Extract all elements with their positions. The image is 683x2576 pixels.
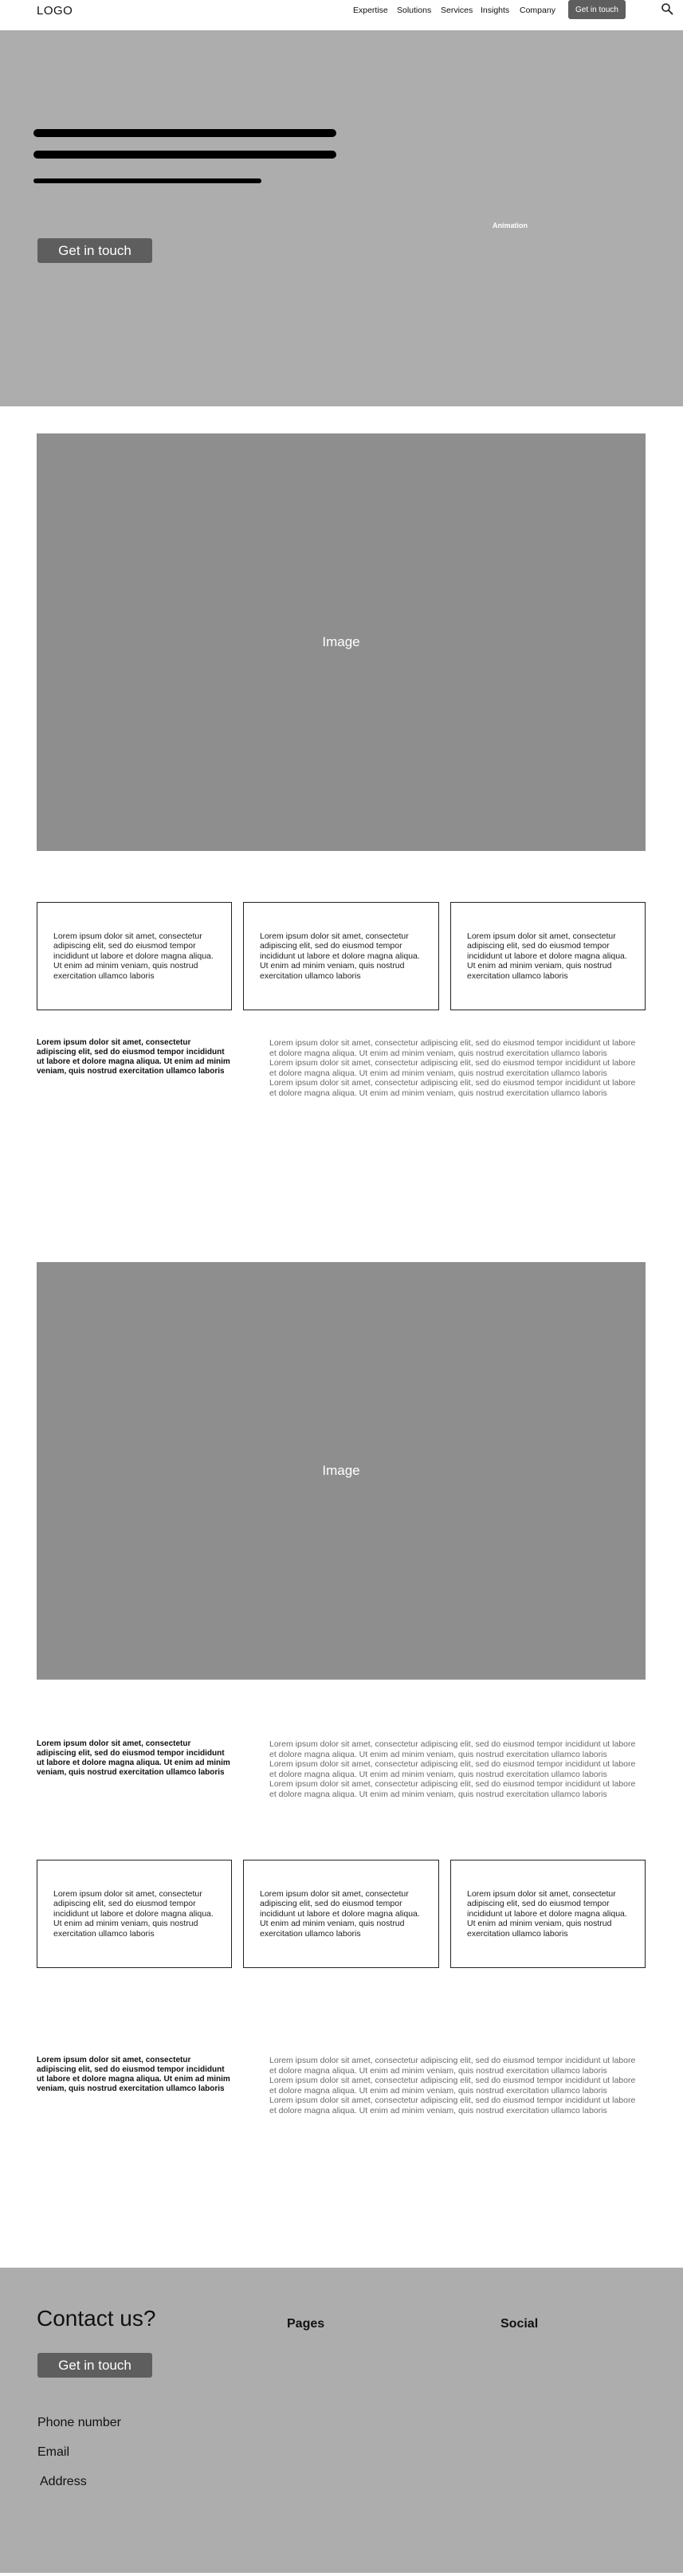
nav-expertise[interactable]: Expertise	[353, 6, 388, 15]
footer-address: Address	[40, 2475, 87, 2488]
site-header	[0, 0, 683, 30]
footer-pages-heading: Pages	[287, 2317, 325, 2331]
text-block-right	[269, 2056, 644, 2115]
paragraph: Lorem ipsum dolor sit amet, consectetur adipiscing elit, sed do eiusmod tempor incididunt ut labore et dolore magna aliqua. Ut enim ad minim veniam, quis nostrud exercitation ullamco laboris	[269, 1739, 636, 1759]
footer-get-in-touch-button[interactable]: Get in touch	[37, 2353, 152, 2378]
card-text: Lorem ipsum dolor sit amet, consectetur adipiscing elit, sed do eiusmod tempor incididunt ut labore et dolore magna aliqua. Ut enim ad minim veniam, quis nostrud exercitation ullamco laboris	[260, 931, 420, 981]
image-placeholder	[37, 1262, 646, 1680]
paragraph: Lorem ipsum dolor sit amet, consectetur adipiscing elit, sed do eiusmod tempor incididunt ut labore et dolore magna aliqua. Ut enim ad minim veniam, quis nostrud exercitation ullamco laboris	[269, 1078, 636, 1098]
footer-phone[interactable]: Phone number	[37, 2416, 121, 2429]
footer-social-heading: Social	[500, 2317, 539, 2331]
nav-company[interactable]: Company	[520, 6, 555, 15]
card-text: Lorem ipsum dolor sit amet, consectetur adipiscing elit, sed do eiusmod tempor incididunt ut labore et dolore magna aliqua. Ut enim ad minim veniam, quis nostrud exercitation ullamco laboris	[467, 931, 627, 981]
image-placeholder	[37, 433, 646, 851]
card	[450, 1860, 646, 1968]
nav-solutions[interactable]: Solutions	[397, 6, 432, 15]
card-text: Lorem ipsum dolor sit amet, consectetur adipiscing elit, sed do eiusmod tempor incididunt ut labore et dolore magna aliqua. Ut enim ad minim veniam, quis nostrud exercitation ullamco laboris	[467, 1888, 627, 1939]
hero-get-in-touch-button[interactable]: Get in touch	[37, 238, 152, 263]
footer-email[interactable]: Email	[37, 2445, 70, 2459]
paragraph: Lorem ipsum dolor sit amet, consectetur adipiscing elit, sed do eiusmod tempor incididunt ut labore et dolore magna aliqua. Ut enim ad minim veniam, quis nostrud exercitation ullamco laboris	[269, 2096, 636, 2115]
footer	[0, 2268, 683, 2573]
card	[450, 902, 646, 1010]
card	[243, 1860, 439, 1968]
paragraph: Lorem ipsum dolor sit amet, consectetur adipiscing elit, sed do eiusmod tempor incididunt ut labore et dolore magna aliqua. Ut enim ad minim veniam, quis nostrud exercitation ullamco laboris	[269, 1058, 636, 1078]
headline-placeholder-bar	[33, 129, 336, 137]
paragraph: Lorem ipsum dolor sit amet, consectetur adipiscing elit, sed do eiusmod tempor incididunt ut labore et dolore magna aliqua. Ut enim ad minim veniam, quis nostrud exercitation ullamco laboris	[269, 1038, 636, 1058]
card-text: Lorem ipsum dolor sit amet, consectetur adipiscing elit, sed do eiusmod tempor incididunt ut labore et dolore magna aliqua. Ut enim ad minim veniam, quis nostrud exercitation ullamco laboris	[53, 931, 214, 981]
card	[37, 1860, 232, 1968]
nav-insights[interactable]: Insights	[481, 6, 510, 15]
search-icon[interactable]	[661, 2, 673, 15]
card	[37, 902, 232, 1010]
paragraph: Lorem ipsum dolor sit amet, consectetur adipiscing elit, sed do eiusmod tempor incididunt ut labore et dolore magna aliqua. Ut enim ad minim veniam, quis nostrud exercitation ullamco laboris	[269, 2056, 636, 2076]
text-block-right	[269, 1739, 644, 1799]
text-block-left: Lorem ipsum dolor sit amet, consectetur adipiscing elit, sed do eiusmod tempor incididunt ut labore et dolore magna aliqua. Ut enim ad minim veniam, quis nostrud exercitation ullamco laboris	[37, 1739, 230, 1777]
image-label: Image	[322, 634, 360, 649]
paragraph: Lorem ipsum dolor sit amet, consectetur adipiscing elit, sed do eiusmod tempor incididunt ut labore et dolore magna aliqua. Ut enim ad minim veniam, quis nostrud exercitation ullamco laboris	[269, 2076, 636, 2096]
header-get-in-touch-button[interactable]: Get in touch	[568, 0, 626, 19]
nav-services[interactable]: Services	[441, 6, 473, 15]
card	[243, 902, 439, 1010]
logo[interactable]: LOGO	[37, 4, 73, 18]
subheadline-placeholder-bar	[33, 178, 261, 183]
text-block-right	[269, 1038, 644, 1098]
contact-heading: Contact us?	[37, 2306, 156, 2331]
card-text: Lorem ipsum dolor sit amet, consectetur adipiscing elit, sed do eiusmod tempor incididunt ut labore et dolore magna aliqua. Ut enim ad minim veniam, quis nostrud exercitation ullamco laboris	[260, 1888, 420, 1939]
animation-placeholder-label: Animation	[493, 222, 528, 229]
image-label: Image	[322, 1463, 360, 1478]
text-block-left: Lorem ipsum dolor sit amet, consectetur adipiscing elit, sed do eiusmod tempor incididunt ut labore et dolore magna aliqua. Ut enim ad minim veniam, quis nostrud exercitation ullamco laboris	[37, 2056, 230, 2093]
paragraph: Lorem ipsum dolor sit amet, consectetur adipiscing elit, sed do eiusmod tempor incididunt ut labore et dolore magna aliqua. Ut enim ad minim veniam, quis nostrud exercitation ullamco laboris	[269, 1759, 636, 1779]
paragraph: Lorem ipsum dolor sit amet, consectetur adipiscing elit, sed do eiusmod tempor incididunt ut labore et dolore magna aliqua. Ut enim ad minim veniam, quis nostrud exercitation ullamco laboris	[269, 1779, 636, 1799]
hero-section	[0, 30, 683, 406]
text-block-left: Lorem ipsum dolor sit amet, consectetur adipiscing elit, sed do eiusmod tempor incididunt ut labore et dolore magna aliqua. Ut enim ad minim veniam, quis nostrud exercitation ullamco laboris	[37, 1038, 230, 1076]
headline-placeholder-bar	[33, 151, 336, 159]
card-text: Lorem ipsum dolor sit amet, consectetur adipiscing elit, sed do eiusmod tempor incididunt ut labore et dolore magna aliqua. Ut enim ad minim veniam, quis nostrud exercitation ullamco laboris	[53, 1888, 214, 1939]
